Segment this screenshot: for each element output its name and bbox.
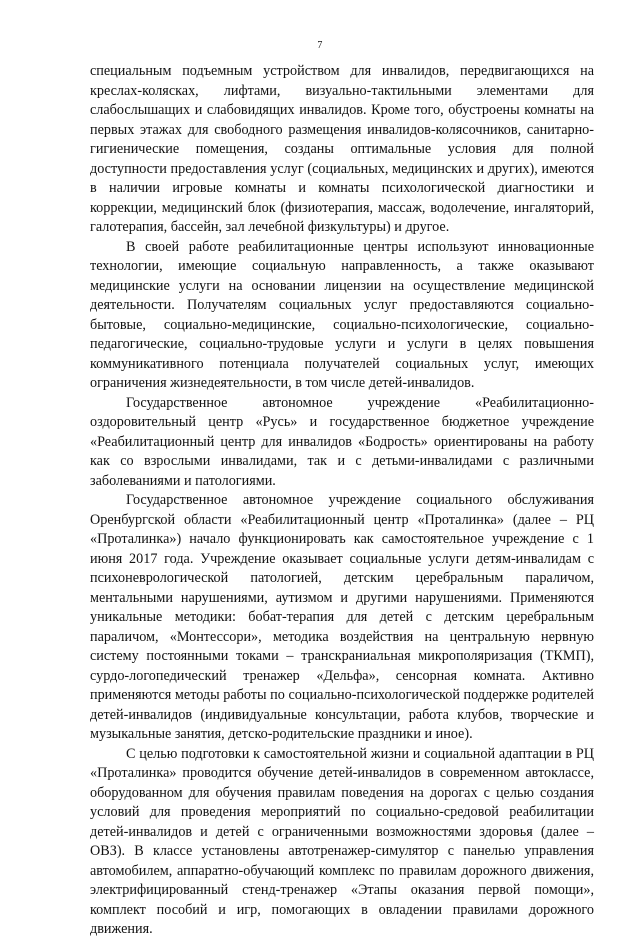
paragraph-2: В своей работе реабилитационные центры используют инновационные технологии, имеющие социальную направленность, а также оказывают медицинские услуги на основании лицензии на осуществление медицинской деятельности. Получателям социальных услуг предоставляются социально-бытовые, социально-медицинские, социально-психологические, социально-педагогические, социально-трудовые услуги и услуги в целях повышения коммуникативного потенциала получателей социальных услуг, имеющих ограничения жизнедеятельности, в том числе детей-инвалидов. — [90, 238, 594, 391]
paragraph-4: Государственное автономное учреждение социального обслуживания Оренбургской области «Реабилитационный центр «Проталинка» (далее – РЦ «Проталинка») начало функционировать как самостоятельное учреждение с 1 июня 2017 года. Учреждение оказывает социальные услуги детям-инвалидам с психоневрологической патологией, детским церебральным параличом, ментальными нарушениями, аутизмом и другими нарушениями. Применяются уникальные методики: бобат-терапия для детей с детским церебральным параличом, «Монтессори», методика воздействия на центральную нервную систему постоянными токами – транскраниальная микрополяризация (ТКМП), сурдо-логопедический тренажер «Дельфа», сенсорная комната. Активно применяются методы работы по социально-психологической поддержке родителей детей-инвалидов (индивидуальные консультации, работа клубов, творческие и музыкальные занятия, детско-родительские праздники и иное). — [90, 492, 594, 742]
page-number: 7 — [317, 40, 323, 51]
paragraph-1: специальным подъемным устройством для инвалидов, передвигающихся на креслах-колясках, лифтами, визуально-тактильными элементами для слабослышащих и слабовидящих инвалидов. Кроме того, обустроены комнаты на первых этажах для свободного размещения инвалидов-колясочников, санитарно-гигиенические помещения, созданы оптимальные условия для полной доступности предоставления услуг (социальных, медицинских и других), имеются в наличии игровые комнаты и комнаты психологической диагностики и коррекции, медицинский блок (физиотерапия, массаж, водолечение, ингаляторий, галотерапия, бассейн, зал лечебной физкультуры) и другое. — [90, 63, 594, 235]
paragraph-3: Государственное автономное учреждение «Реабилитационно-оздоровительный центр «Русь» и государственное бюджетное учреждение «Реабилитационный центр для инвалидов «Бодрость» ориентированы на работу как со взрослыми инвалидами, так и с детьми-инвалидами с различными заболеваниями и патологиями. — [90, 394, 594, 489]
document-body — [90, 62, 594, 940]
paragraph-5: С целью подготовки к самостоятельной жизни и социальной адаптации в РЦ «Проталинка» проводится обучение детей-инвалидов в современном автоклассе, оборудованном для обучения правилам поведения на дорогах с целью создания условий для проведения мероприятий по социально-средовой реабилитации детей-инвалидов и детей с ограниченными возможностями здоровья (далее – ОВЗ). В классе установлены автотренажер-симулятор с панелью управления автомобилем, аппаратно-обучающий комплекс по правилам дорожного движения, электрифицированный стенд-тренажер «Этапы оказания первой помощи», комплект пособий и игр, помогающих в овладении правилами дорожного движения. — [90, 745, 594, 937]
